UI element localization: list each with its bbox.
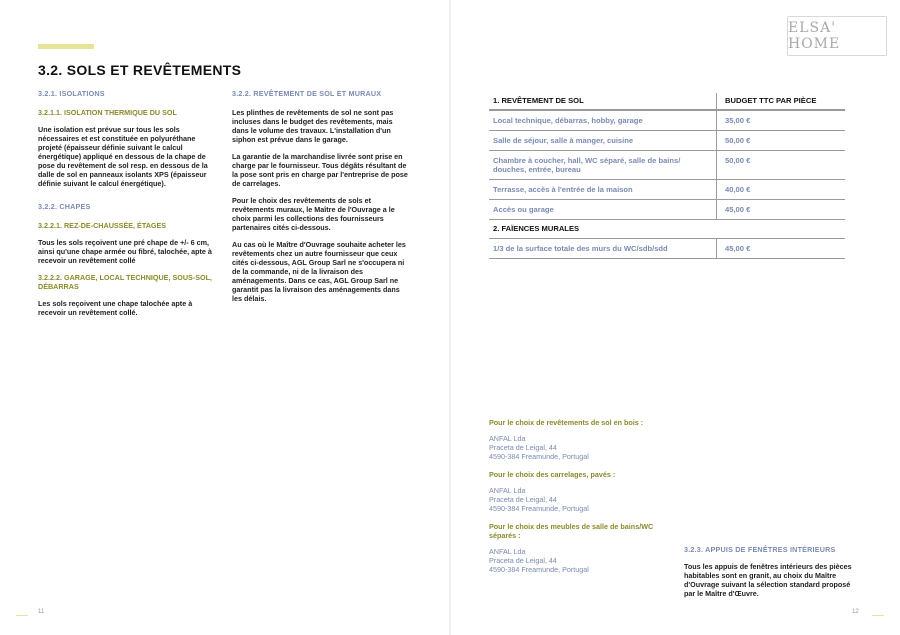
heading-rez-de-chaussee: 3.2.2.1. REZ-DE-CHAUSSÉE, ÉTAGES: [38, 221, 167, 230]
supplier-address: [489, 547, 659, 574]
text-appuis: Tous les appuis de fenêtres intérieurs des pièces habitables sont en granit, au choix du Maître d'Ouvrage suivant la sélection standard proposé par le Maître d'Œuvre.: [684, 562, 852, 598]
table-header-row: [489, 93, 845, 110]
supplier-name: ANFAL Lda: [489, 547, 526, 556]
supplier-city: 4590-384 Freamunde, Portugal: [489, 452, 589, 461]
text-isolation: Une isolation est prévue sur tous les sols nécessaires et est constituée en polyuréthane projeté (épaisseur définie suivant le calcul énergétique) appliqué en dessous de la chape de pose du revêtement de sol resp. en dessous de la dalle de sol en panneaux isolants XPS (épaisseur définie suivant le calcul énergétique).: [38, 125, 208, 188]
text-garantie: La garantie de la marchandise livrée sont prise en charge par le fournisseur. Tous dégâts résultant de la pose sont pris en charge par l'entreprise de pose de carrelages.: [232, 152, 408, 188]
supplier-name: ANFAL Lda: [489, 486, 526, 495]
text-plinthes: Les plinthes de revêtements de sol ne sont pas incluses dans le budget des revêtements, mais dans le volume des travaux. L'installation d'un siphon est prévue dans le garage.: [232, 108, 394, 144]
section-title: 3.2. SOLS ET REVÊTEMENTS: [38, 62, 242, 78]
supplier-lead: Pour le choix des carrelages, pavés :: [489, 470, 616, 479]
heading-appuis: 3.2.3. APPUIS DE FENÊTRES INTÉRIEURS: [684, 545, 836, 554]
heading-garage: 3.2.2.2. GARAGE, LOCAL TECHNIQUE, SOUS-SOL, DÉBARRAS: [38, 273, 212, 291]
supplier-street: Praceta de Leigal, 44: [489, 556, 557, 565]
suppliers-list: [489, 418, 659, 583]
supplier-street: Praceta de Leigal, 44: [489, 495, 557, 504]
row-label: Local technique, débarras, hobby, garage: [489, 111, 717, 130]
table-row: [489, 131, 845, 151]
table-row: [489, 200, 845, 220]
heading-chapes: 3.2.2. CHAPES: [38, 202, 91, 211]
page-marker-right: [872, 615, 884, 616]
left-column: [38, 89, 220, 325]
page-number-left: 11: [38, 609, 45, 615]
row-price: 35,00 €: [725, 116, 751, 125]
heading-isolation-thermique: 3.2.1.1. ISOLATION THERMIQUE DU SOL: [38, 108, 177, 117]
text-garage: Les sols reçoivent une chape talochée apte à recevoir un revêtement collé.: [38, 299, 193, 317]
row-price: 45,00 €: [725, 244, 751, 253]
row-label: Terrasse, accès à l'entrée de la maison: [489, 180, 717, 199]
row-price: 50,00 €: [725, 136, 751, 145]
row-price: 45,00 €: [725, 205, 751, 214]
row-price: 40,00 €: [725, 185, 751, 194]
table-row: [489, 151, 845, 180]
supplier-block: [489, 470, 659, 513]
accent-bar: [38, 44, 94, 49]
heading-isolations: 3.2.1. ISOLATIONS: [38, 89, 105, 98]
header-budget: BUDGET TTC PAR PIÈCE: [725, 96, 817, 105]
table-row: [489, 110, 845, 131]
supplier-lead: Pour le choix des meubles de salle de bains/WC séparés :: [489, 522, 654, 540]
page-number-right: 12: [852, 609, 859, 615]
table-row: [489, 180, 845, 200]
supplier-address: [489, 434, 659, 461]
page-gutter: [449, 0, 451, 635]
row-label: Chambre à coucher, hall, WC séparé, salle de bains/ douches, entrée, bureau: [489, 151, 717, 179]
row-label: Accès ou garage: [489, 200, 717, 219]
table-row: [489, 239, 845, 259]
text-rez-de-chaussee: Tous les sols reçoivent une pré chape de +/- 6 cm, ainsi qu'une chape armée ou fibré, talochée, apte à recevoir un revêtement collé: [38, 238, 212, 265]
header-revetement-sol: 1. REVÊTEMENT DE SOL: [489, 93, 717, 109]
supplier-lead: Pour le choix de revêtements de sol en bois :: [489, 418, 644, 427]
budget-table: [489, 93, 845, 259]
supplier-city: 4590-384 Freamunde, Portugal: [489, 504, 589, 513]
middle-column: [232, 89, 408, 311]
subheader-faiences: 2. FAÏENCES MURALES: [489, 220, 845, 239]
supplier-address: [489, 486, 659, 513]
text-choix: Pour le choix des revêtements de sols et revêtements muraux, le Maître de l'Ouvrage a le choix parmi les collections des fournisseurs partenaires cités ci-dessous.: [232, 196, 395, 232]
supplier-block: [489, 522, 659, 574]
heading-revetement: 3.2.2. REVÊTEMENT DE SOL ET MURAUX: [232, 89, 382, 98]
supplier-city: 4590-384 Freamunde, Portugal: [489, 565, 589, 574]
supplier-name: ANFAL Lda: [489, 434, 526, 443]
text-autre-fournisseur: Au cas où le Maître d'Ouvrage souhaite acheter les revêtements chez un autre fournisseur que ceux cités ci-dessous, AGL Group Sarl ne s'occupera ni de la commande, ni de la livraison des aménagements. Dans ce cas, AGL Group Sarl ne garantit pas la livraison des aménagements dans les délais.: [232, 240, 406, 303]
row-price: 50,00 €: [725, 156, 751, 165]
supplier-block: [489, 418, 659, 461]
appuis-column: [684, 545, 862, 606]
elsa-home-logo: ELSA' HOME: [787, 16, 887, 56]
supplier-street: Praceta de Leigal, 44: [489, 443, 557, 452]
row-label: Salle de séjour, salle à manger, cuisine: [489, 131, 717, 150]
row-label: 1/3 de la surface totale des murs du WC/sdb/sdd: [489, 239, 717, 258]
page-marker-left: [16, 615, 28, 616]
